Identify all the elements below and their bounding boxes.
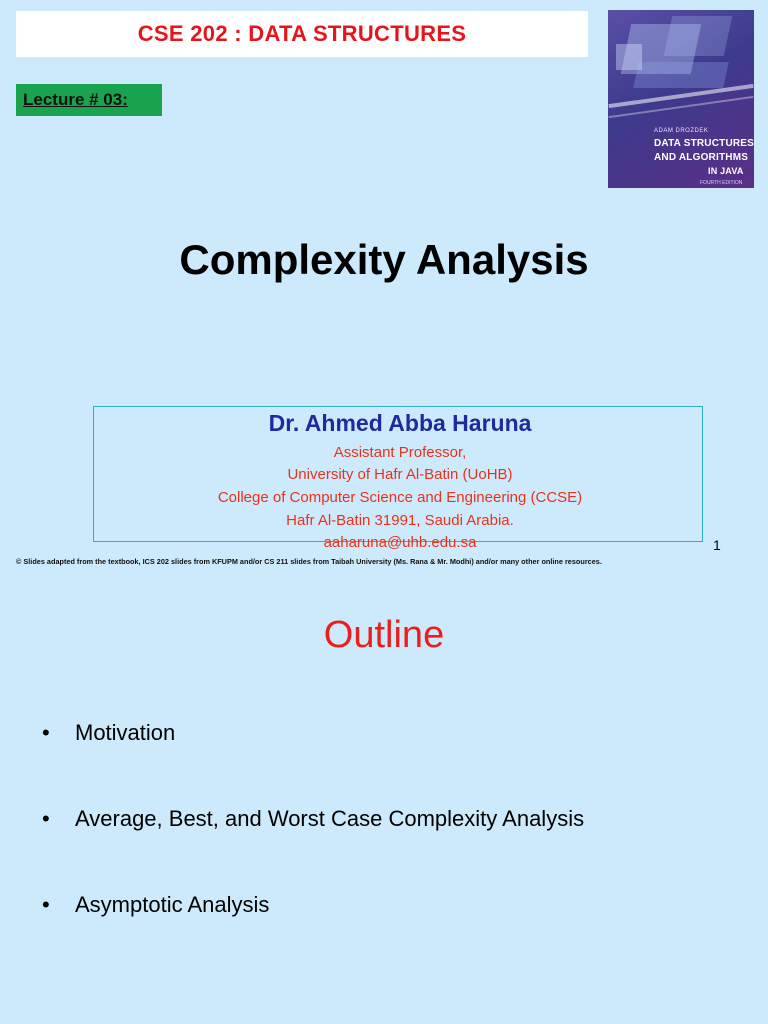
author-email: aaharuna@uhb.edu.sa [323,534,477,551]
lecture-label: Lecture # 03: [23,90,128,109]
bullet-text: Motivation [75,720,176,745]
bullet-icon: • [42,806,50,831]
bullet-icon: • [42,892,50,917]
book-title-line: IN JAVA [708,166,744,176]
author-title: Assistant Professor, [333,444,467,461]
list-item [42,720,175,746]
main-title: Complexity Analysis [179,236,589,283]
page-number: 1 [713,537,721,553]
book-title-line: DATA STRUCTURES [654,138,754,149]
bullet-text: Asymptotic Analysis [75,892,270,917]
author-university: University of Hafr Al-Batin (UoHB) [287,466,513,483]
outline-title: Outline [323,614,445,656]
list-item [42,892,269,918]
author-address: Hafr Al-Batin 31991, Saudi Arabia. [286,512,514,529]
list-item [42,806,584,832]
slide-2 [0,576,768,1024]
bullet-icon: • [42,720,50,745]
author-college: College of Computer Science and Engineering (CCSE) [217,489,583,506]
bullet-text: Average, Best, and Worst Case Complexity Analysis [75,806,585,831]
book-title-line: AND ALGORITHMS [654,152,749,163]
book-cover-image [608,10,754,188]
book-author: ADAM DROZDEK [654,128,709,134]
author-name: Dr. Ahmed Abba Haruna [268,410,532,436]
course-title: CSE 202 : DATA STRUCTURES [16,11,588,57]
lecture-badge [16,84,162,116]
footnote: © Slides adapted from the textbook, ICS 202 slides from KFUPM and/or CS 211 slides from Taibah University (Ms. Rana & Mr. Modhi) and/or many other online resources. [16,557,602,566]
book-edition: FOURTH EDITION [700,180,743,186]
